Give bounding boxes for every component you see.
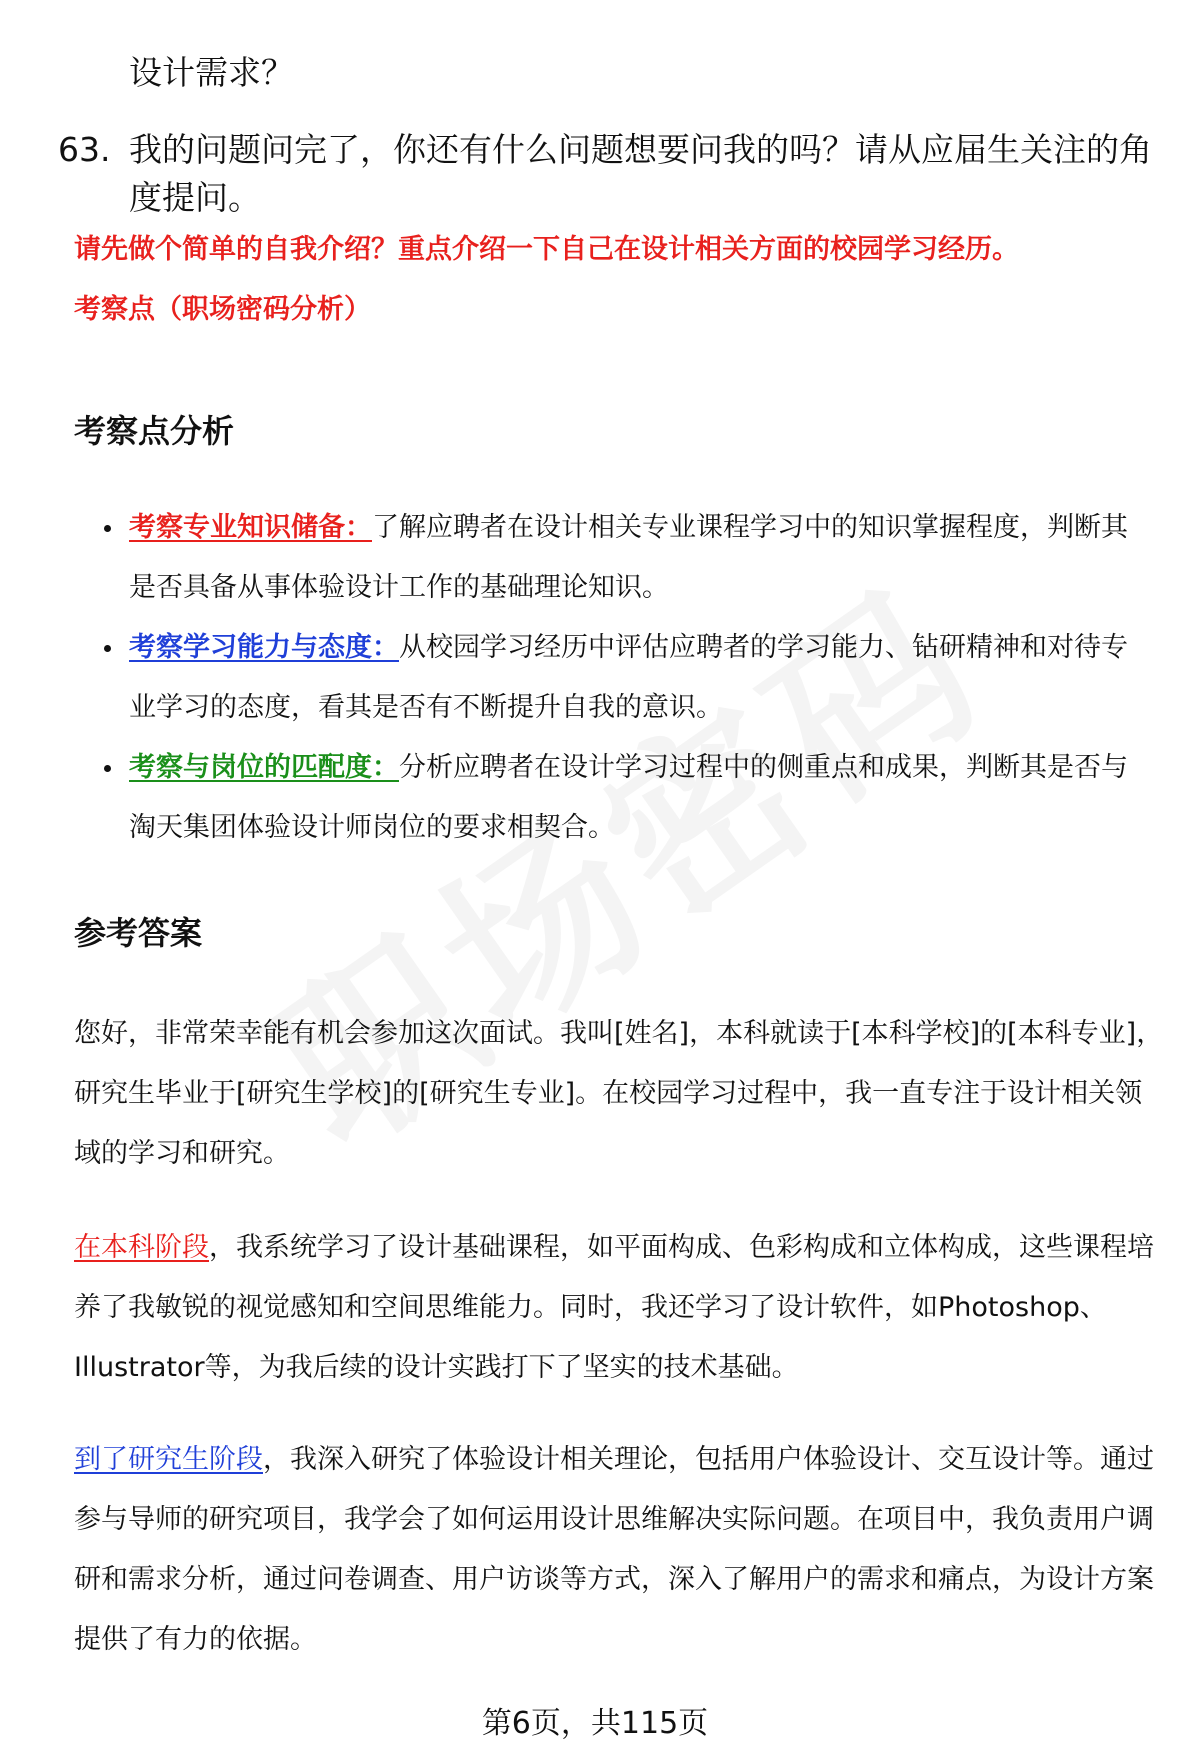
analysis-list xyxy=(74,498,1154,858)
bullet-icon xyxy=(104,645,111,652)
answer-undergrad-lead: 在本科阶段 xyxy=(74,1232,209,1263)
bullet-icon xyxy=(104,525,111,532)
analysis-item-text: 从校园学习经历中评估应聘者的学习能力、钻研精神和对待专业学习的态度，看其是否有不断提升自我的意识。 xyxy=(129,632,1128,723)
question-item xyxy=(58,126,1158,222)
analysis-item-lead: 考察与岗位的匹配度： xyxy=(129,752,399,783)
analysis-title: 考察点分析 xyxy=(74,412,235,450)
analysis-item-text: 分析应聘者在设计学习过程中的侧重点和成果，判断其是否与淘天集团体验设计师岗位的要求相契合。 xyxy=(129,752,1128,843)
question-continuation: 设计需求？ xyxy=(129,53,294,92)
analysis-item-lead: 考察学习能力与态度： xyxy=(129,632,399,663)
answer-grad-lead: 到了研究生阶段 xyxy=(74,1444,263,1475)
answer-grad-text: ，我深入研究了体验设计相关理论，包括用户体验设计、交互设计等。通过参与导师的研究项目，我学会了如何运用设计思维解决实际问题。在项目中，我负责用户调研和需求分析，通过问卷调查、用户访谈等方式，深入了解用户的需求和痛点，为设计方案提供了有力的依据。 xyxy=(74,1444,1154,1655)
answer-title: 参考答案 xyxy=(74,914,203,952)
analysis-item xyxy=(74,738,1154,858)
page-number-footer: 第6页，共115页 xyxy=(481,1706,709,1741)
analysis-item-lead: 考察专业知识储备： xyxy=(129,512,372,543)
answer-undergrad-text: ，我系统学习了设计基础课程，如平面构成、色彩构成和立体构成，这些课程培养了我敏锐的视觉感知和空间思维能力。同时，我还学习了设计软件，如Photoshop、Illustrator等，为我后续的设计实践打下了坚实的技术基础。 xyxy=(74,1232,1154,1383)
answer-grad-paragraph xyxy=(74,1430,1164,1670)
question-number: 63. xyxy=(58,130,111,169)
analysis-item xyxy=(74,498,1154,618)
answer-intro: 您好，非常荣幸能有机会参加这次面试。我叫[姓名]，本科就读于[本科学校]的[本科专业]，研究生毕业于[研究生学校]的[研究生专业]。在校园学习过程中，我一直专注于设计相关领域的学习和研究。 xyxy=(74,1018,1164,1169)
analysis-subheading: 考察点（职场密码分析） xyxy=(74,294,371,325)
question-text: 我的问题问完了，你还有什么问题想要问我的吗？请从应届生关注的角度提问。 xyxy=(129,130,1152,217)
question-heading: 请先做个简单的自我介绍？重点介绍一下自己在设计相关方面的校园学习经历。 xyxy=(74,234,1019,265)
analysis-item xyxy=(74,618,1154,738)
bullet-icon xyxy=(104,765,111,772)
analysis-item-text: 了解应聘者在设计相关专业课程学习中的知识掌握程度，判断其是否具备从事体验设计工作的基础理论知识。 xyxy=(129,512,1128,603)
answer-undergrad-paragraph xyxy=(74,1218,1164,1398)
